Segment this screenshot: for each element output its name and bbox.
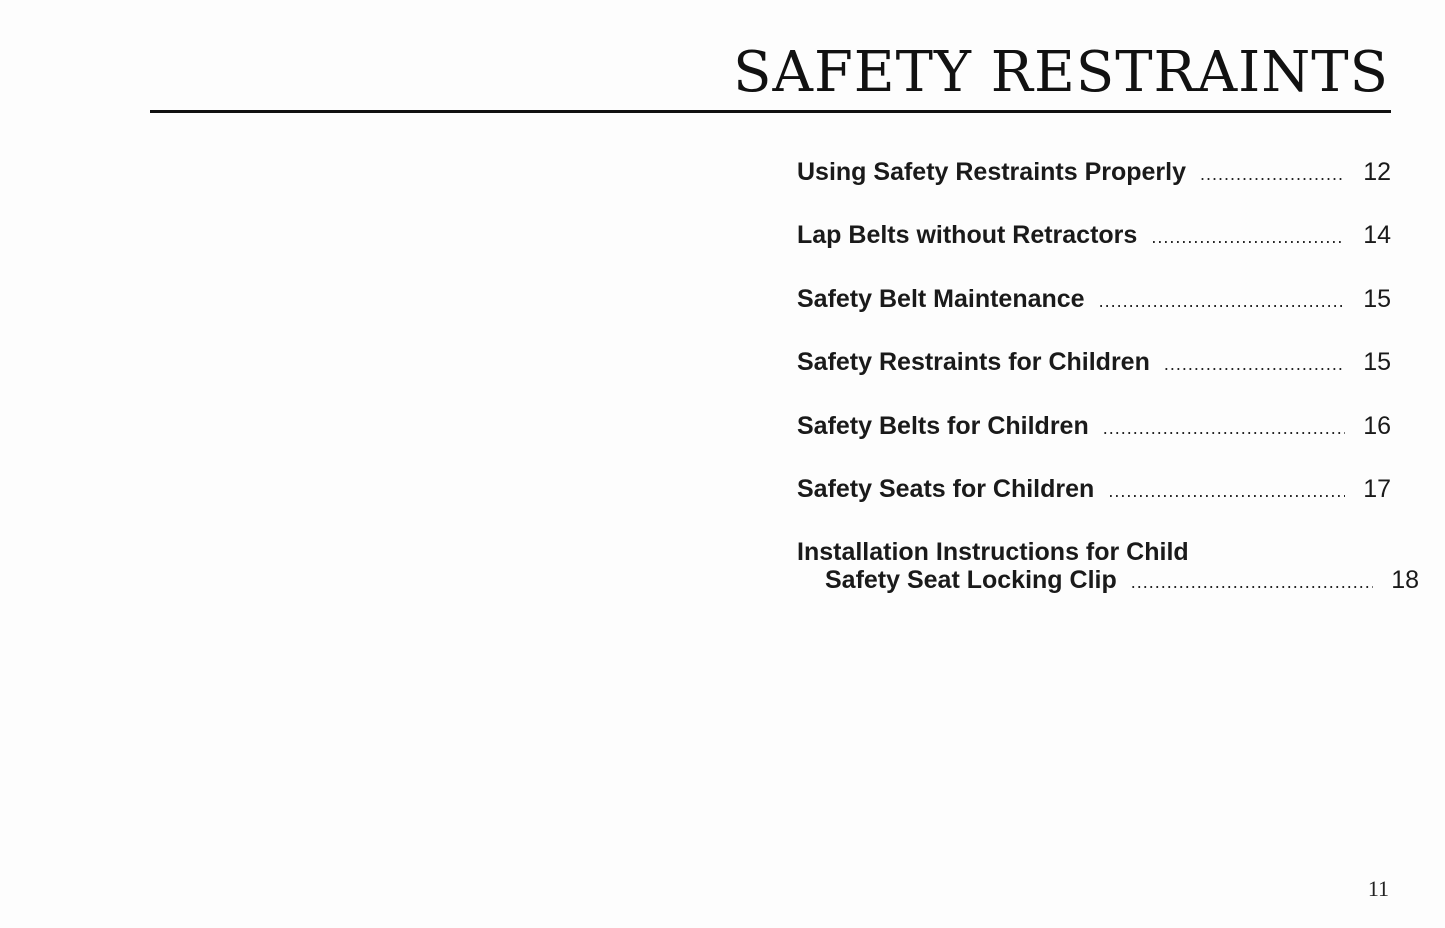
dot-leader <box>1131 568 1373 596</box>
toc-entry <box>797 150 1391 194</box>
dot-leader <box>1164 342 1345 386</box>
dot-leader <box>1099 279 1345 323</box>
toc-entry-page: 18 <box>1391 566 1419 594</box>
toc-entry-page: 15 <box>1363 285 1391 313</box>
toc-entry-title: Lap Belts without Retractors <box>797 221 1138 249</box>
toc-entry <box>797 538 1419 596</box>
toc-entry-page: 17 <box>1363 475 1391 503</box>
toc-entry <box>797 340 1391 384</box>
dot-leader <box>1151 215 1345 259</box>
toc-entry-page: 16 <box>1363 412 1391 440</box>
toc-entry <box>797 277 1391 321</box>
toc-entry-title: Safety Seats for Children <box>797 475 1095 503</box>
toc-entry-page: 14 <box>1363 221 1391 249</box>
toc-entry-title: Using Safety Restraints Properly <box>797 158 1187 186</box>
toc-entry <box>797 404 1391 448</box>
toc-entry-title-line2: Safety Seat Locking Clip <box>825 566 1117 594</box>
toc-entry <box>797 213 1391 257</box>
toc-entry-page: 15 <box>1363 348 1391 376</box>
section-title: SAFETY RESTRAINTS <box>733 40 1389 105</box>
toc-entry-title-line1: Installation Instructions for Child <box>797 538 1189 566</box>
toc-entry <box>797 467 1391 511</box>
page-number: 11 <box>1367 876 1389 901</box>
toc-entry-title: Safety Belts for Children <box>797 412 1089 440</box>
toc-entry-page: 12 <box>1363 158 1391 186</box>
dot-leader <box>1103 406 1345 450</box>
dot-leader <box>1200 152 1345 196</box>
toc-entry-title: Safety Restraints for Children <box>797 348 1150 376</box>
dot-leader <box>1108 469 1345 513</box>
toc-entry-title: Safety Belt Maintenance <box>797 285 1085 313</box>
title-divider <box>150 110 1391 113</box>
